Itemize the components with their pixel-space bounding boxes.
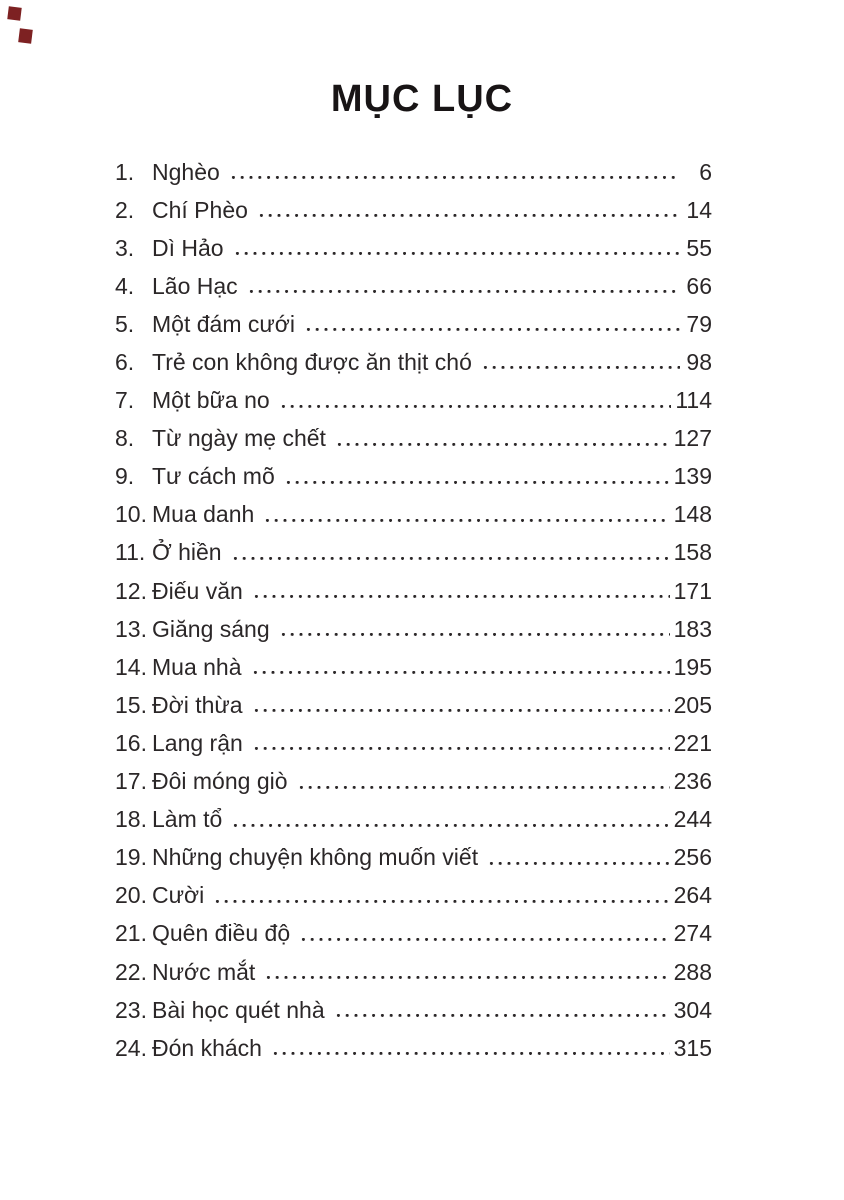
toc-entry-title: Một bữa no [152, 387, 270, 414]
toc-entry-number: 17. [115, 768, 147, 795]
toc-entry [115, 267, 712, 305]
toc-entry-title: Dì Hảo [152, 234, 224, 261]
dot-leader [334, 991, 670, 1029]
toc-entry-title: Nước mắt [152, 958, 256, 985]
toc-entry-number: 1. [115, 158, 135, 185]
toc-entry-page: 139 [673, 463, 712, 490]
dot-leader [252, 686, 670, 724]
toc-entry-page: 195 [673, 653, 712, 680]
dot-leader [252, 572, 670, 610]
toc-entry [115, 877, 712, 915]
toc-entry-page: 171 [673, 577, 712, 604]
toc-entry-page: 66 [686, 272, 712, 299]
dot-leader [251, 648, 670, 686]
toc-entry [115, 648, 712, 686]
dot-leader [264, 953, 669, 991]
toc-entry-title: Một đám cưới [152, 310, 295, 337]
toc-entry [115, 915, 712, 953]
toc-entry-number: 14. [115, 653, 147, 680]
toc-entry [115, 724, 712, 762]
page-title: MỤC LỤC [330, 78, 514, 120]
dot-leader [257, 191, 680, 229]
toc-entry-page: 14 [686, 196, 712, 223]
toc-entry-title: Giăng sáng [152, 615, 270, 642]
toc-entry [115, 382, 712, 420]
toc-entry-number: 11. [115, 539, 146, 566]
toc-entry [115, 801, 712, 839]
toc-entry-title: Đôi móng giò [152, 768, 288, 795]
dot-leader [487, 839, 670, 877]
toc-entry-number: 3. [115, 234, 135, 261]
toc-entry-number: 15. [115, 691, 147, 718]
toc-entry [115, 191, 712, 229]
toc-entry-number: 12. [115, 577, 147, 604]
toc-entry [115, 229, 712, 267]
dot-leader [231, 801, 669, 839]
toc-entry-number: 4. [115, 272, 135, 299]
toc-entry-title: Mua danh [152, 501, 255, 528]
toc-entry [115, 991, 712, 1029]
toc-entry-number: 24. [115, 1034, 147, 1061]
dot-leader [279, 610, 670, 648]
toc-entry-number: 7. [115, 387, 135, 414]
toc-entry-title: Cười [152, 882, 205, 909]
toc-entry-number: 19. [115, 844, 147, 871]
toc-entry-number: 18. [115, 806, 147, 833]
toc-entry [115, 153, 712, 191]
toc-entry-page: 264 [673, 882, 712, 909]
toc-entry-title: Trẻ con không được ăn thịt chó [152, 349, 472, 376]
toc-entry-number: 6. [115, 349, 135, 376]
dot-leader [233, 229, 680, 267]
toc-entry-title: Tư cách mõ [152, 463, 275, 490]
toc-entry-title: Đời thừa [152, 691, 243, 718]
toc-entry-page: 114 [675, 387, 712, 414]
toc-entry-page: 158 [673, 539, 712, 566]
toc-entry-page: 79 [686, 310, 712, 337]
toc-entry [115, 839, 712, 877]
dot-leader [279, 382, 672, 420]
toc-entry-title: Từ ngày mẹ chết [152, 425, 326, 452]
dot-leader [335, 420, 670, 458]
toc-entry-number: 21. [115, 920, 147, 947]
toc-entry-title: Mua nhà [152, 653, 242, 680]
toc-entry-page: 221 [673, 729, 712, 756]
toc-entry-number: 8. [115, 425, 135, 452]
toc-entry-page: 288 [673, 958, 712, 985]
dot-leader [263, 496, 669, 534]
toc-entry-number: 5. [115, 310, 135, 337]
toc-entry-title: Lão Hạc [152, 272, 238, 299]
toc-entry-page: 205 [673, 691, 712, 718]
toc-entry-title: Điếu văn [152, 577, 243, 604]
toc-entry [115, 343, 712, 381]
toc-entry-page: 236 [673, 768, 712, 795]
dot-leader [231, 534, 670, 572]
dot-leader [304, 305, 680, 343]
toc-entry-page: 55 [686, 234, 712, 261]
dot-leader [213, 877, 669, 915]
toc-entry [115, 1029, 712, 1067]
toc-entry-title: Làm tổ [152, 806, 223, 833]
toc-entry-page: 183 [673, 615, 712, 642]
dot-leader [247, 267, 680, 305]
toc-entry [115, 534, 712, 572]
toc-entry-page: 274 [673, 920, 712, 947]
toc-entry-page: 315 [673, 1034, 712, 1061]
toc-entry [115, 420, 712, 458]
toc-entry-title: Đón khách [152, 1034, 262, 1061]
table-of-contents [115, 153, 712, 1067]
toc-entry-page: 256 [673, 844, 712, 871]
red-corner-mark [7, 6, 21, 20]
dot-leader [229, 153, 680, 191]
toc-entry-number: 23. [115, 996, 147, 1023]
toc-entry-page: 304 [673, 996, 712, 1023]
toc-entry [115, 458, 712, 496]
toc-entry-number: 16. [115, 729, 147, 756]
toc-entry-number: 20. [115, 882, 147, 909]
toc-entry-title: Những chuyện không muốn viết [152, 844, 479, 871]
toc-entry [115, 496, 712, 534]
toc-entry [115, 953, 712, 991]
toc-entry-title: Nghèo [152, 158, 220, 185]
toc-entry-page: 148 [673, 501, 712, 528]
toc-entry-title: Ở hiền [152, 539, 222, 566]
toc-entry-number: 10. [115, 501, 147, 528]
toc-entry-page: 244 [673, 806, 712, 833]
toc-entry [115, 686, 712, 724]
toc-entry [115, 610, 712, 648]
red-corner-mark [18, 28, 33, 43]
dot-leader [284, 458, 670, 496]
toc-entry-page: 127 [673, 425, 712, 452]
toc-entry-title: Chí Phèo [152, 196, 248, 223]
dot-leader [271, 1029, 670, 1067]
toc-entry-number: 2. [115, 196, 135, 223]
toc-entry-page: 98 [686, 349, 712, 376]
toc-entry-number: 13. [115, 615, 147, 642]
toc-entry-title: Quên điều độ [152, 920, 291, 947]
toc-entry-page: 6 [699, 158, 712, 185]
toc-entry [115, 763, 712, 801]
toc-entry [115, 572, 712, 610]
toc-entry-number: 9. [115, 463, 135, 490]
toc-entry [115, 305, 712, 343]
dot-leader [252, 724, 670, 762]
toc-entry-number: 22. [115, 958, 147, 985]
toc-entry-title: Bài học quét nhà [152, 996, 325, 1023]
dot-leader [297, 763, 670, 801]
dot-leader [481, 343, 680, 381]
dot-leader [299, 915, 670, 953]
toc-entry-title: Lang rận [152, 729, 243, 756]
